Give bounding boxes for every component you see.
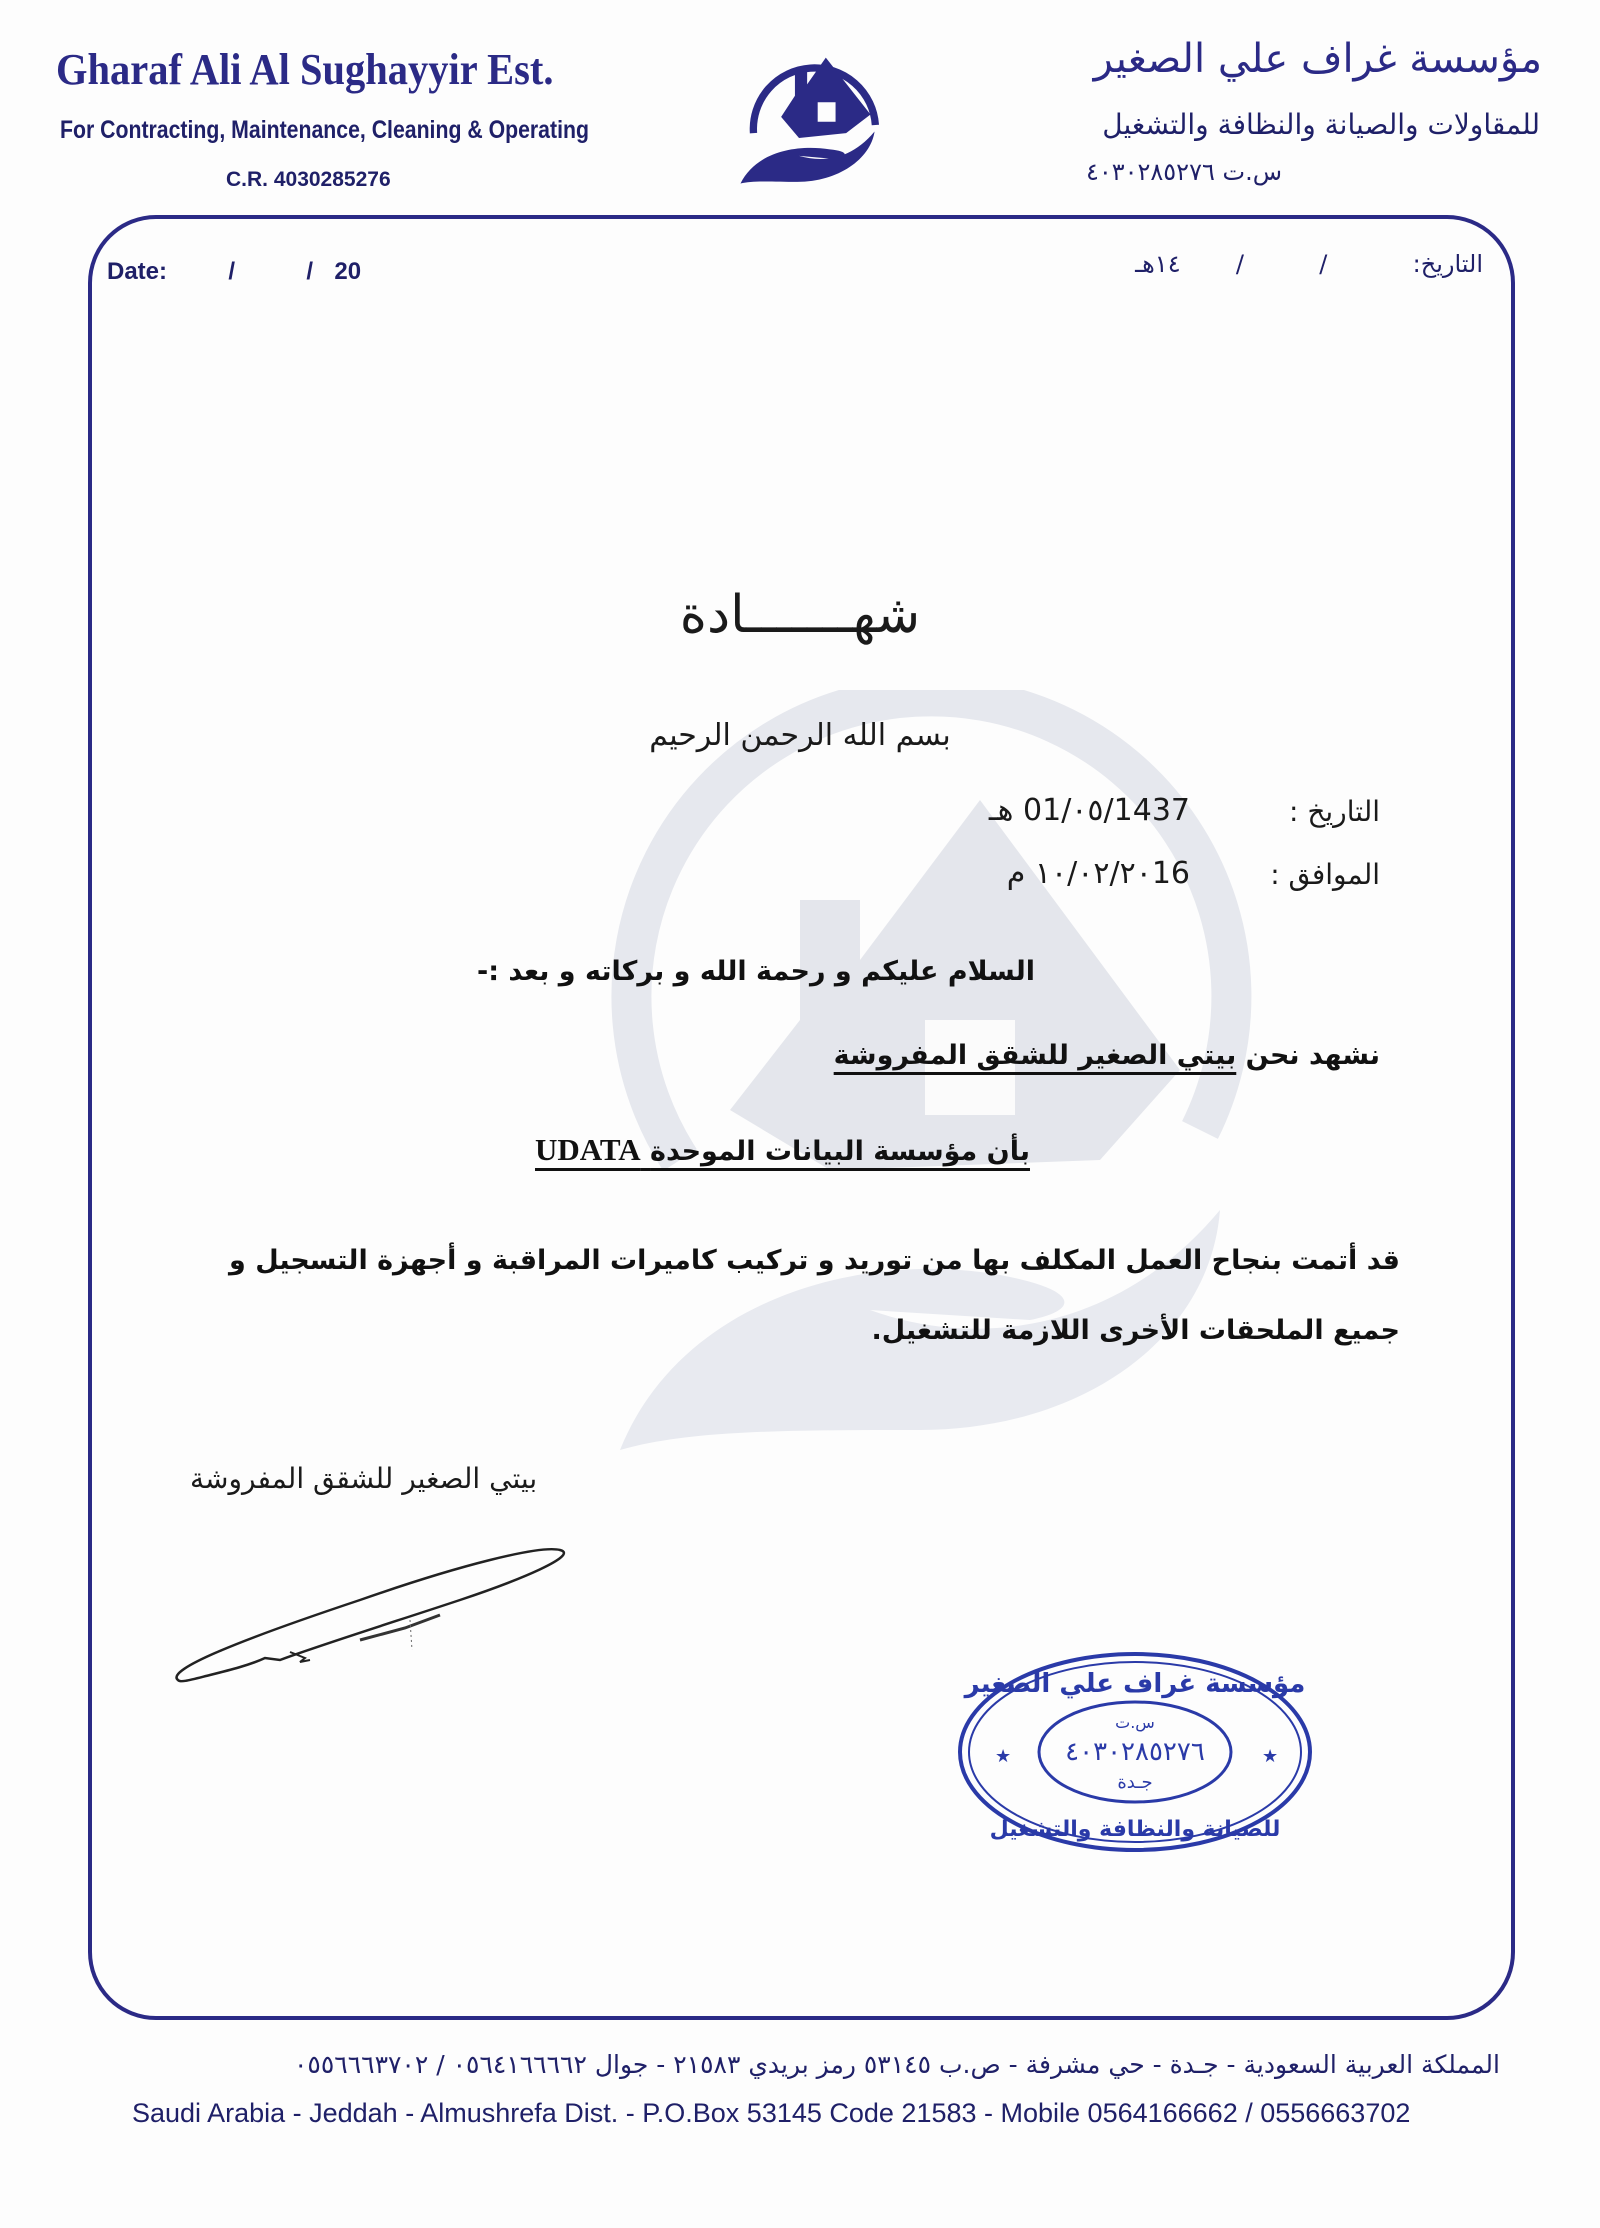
handwritten-signature-icon — [160, 1540, 580, 1720]
gregorian-date-value: ١٠/٠٢/٢٠16 م — [1006, 856, 1190, 891]
certificate-body: قد أتمت بنجاح العمل المكلف بها من توريد و تركيب كاميرات المراقبة و أجهزة التسجيل و جميع الملحقات الأخرى اللازمة للتشغيل. — [229, 1245, 1400, 1346]
recipient-line — [535, 1132, 1030, 1168]
date-year-suffix: ١٤هـ — [1135, 250, 1181, 278]
date-field-english — [107, 258, 361, 286]
witness-entity: بيتي الصغير للشقق المفروشة — [833, 1040, 1237, 1071]
stamp-top-text: مؤسسة غراف علي الصغير — [964, 1669, 1306, 1699]
certificate-title: شهـــــــادة — [679, 585, 921, 645]
commercial-registration-english: C.R. 4030285276 — [226, 168, 391, 191]
witness-prefix: نشهد نحن — [1236, 1040, 1380, 1071]
hijri-date-value: 1437/٠٥/01 هـ — [988, 793, 1190, 828]
recipient-arabic: بأن مؤسسة البيانات الموحدة — [650, 1136, 1030, 1167]
gregorian-date-label: الموافق : — [1270, 858, 1380, 891]
stamp-city: جـدة — [1117, 1772, 1153, 1793]
house-in-hand-logo-icon — [708, 36, 903, 201]
greeting: السلام عليكم و رحمة الله و بركاته و بعد :- — [477, 956, 1035, 987]
date-separator: / — [228, 258, 236, 285]
stamp-center-number: ٤٠٣٠٢٨٥٢٧٦ — [1065, 1737, 1205, 1767]
date-field-arabic — [1135, 250, 1483, 278]
svg-text:★: ★ — [995, 1746, 1012, 1767]
svg-text:★: ★ — [1262, 1746, 1279, 1767]
company-tagline-arabic: للمقاولات والصيانة والنظافة والتشغيل — [1102, 108, 1540, 141]
date-separator: / — [1319, 250, 1328, 278]
date-label: التاريخ: — [1412, 250, 1483, 278]
hijri-date-label: التاريخ : — [1288, 795, 1380, 828]
recipient-latin: UDATA — [535, 1132, 641, 1167]
stamp-bottom-text: للصيانة والنظافة والتشغيل — [989, 1817, 1281, 1842]
date-label: Date: — [107, 258, 168, 285]
company-name-english: Gharaf Ali Al Sughayyir Est. — [56, 45, 554, 94]
date-separator: / — [1235, 250, 1244, 278]
footer-address-english: Saudi Arabia - Jeddah - Almushrefa Dist. - P.O.Box 53145 Code 21583 - Mobile 0564166662 / 0556663702 — [132, 2098, 1411, 2128]
company-stamp-icon — [950, 1640, 1320, 1860]
date-separator: / — [306, 258, 314, 285]
signer-name: بيتي الصغير للشقق المفروشة — [190, 1462, 538, 1495]
company-name-arabic: مؤسسة غراف علي الصغير — [1093, 36, 1542, 82]
commercial-registration-arabic: س.ت ٤٠٣٠٢٨٥٢٧٦ — [1085, 158, 1282, 186]
date-year-prefix: 20 — [334, 258, 362, 285]
footer-address-arabic: المملكة العربية السعودية - جـدة - حي مشرفة - ص.ب ٥٣١٤٥ رمز بريدي ٢١٥٨٣ - جوال ٠٥٦٤١٦٦٦٦٢ / ٠٥٥٦٦٦٣٧٠٢ — [294, 2050, 1500, 2079]
company-tagline-english: For Contracting, Maintenance, Cleaning & Operating — [60, 116, 589, 144]
witness-line — [834, 1040, 1380, 1071]
stamp-center-label: س.ت — [1115, 1713, 1155, 1732]
basmala: بسم الله الرحمن الرحيم — [649, 718, 951, 753]
